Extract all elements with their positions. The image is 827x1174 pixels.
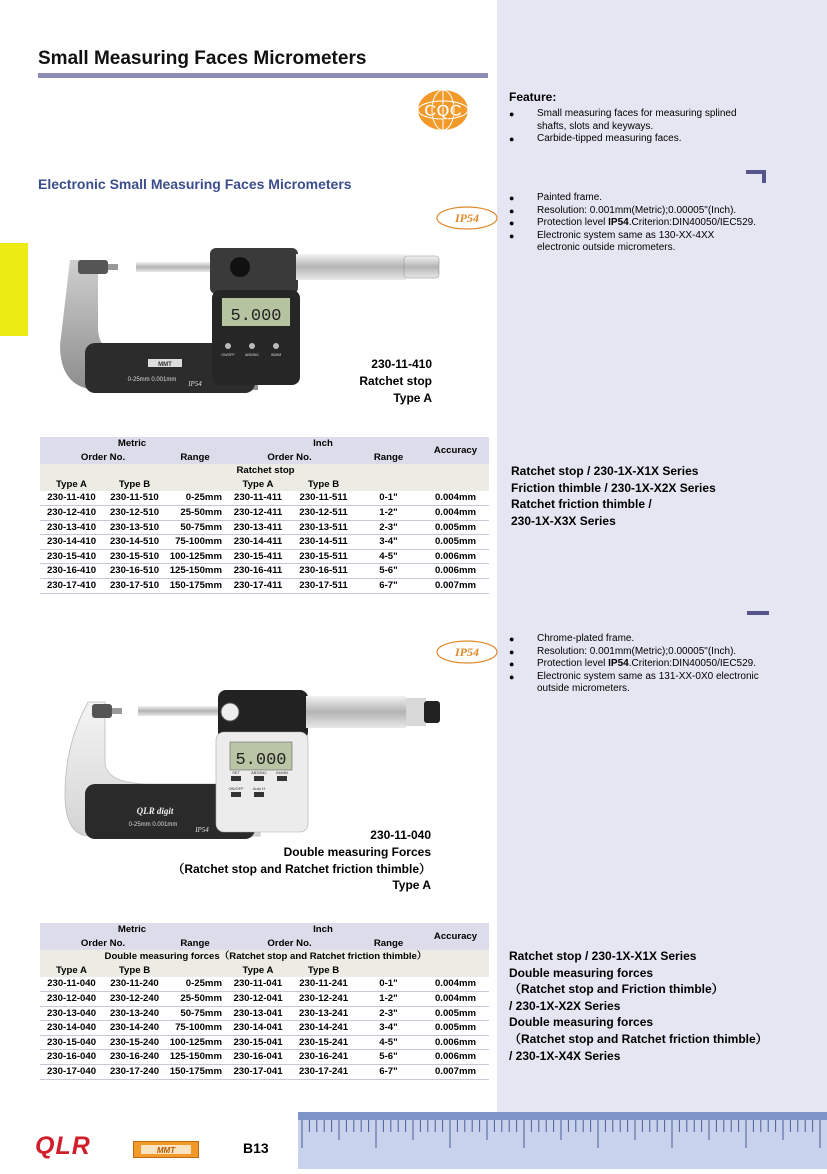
table-cell: 3-4" <box>355 535 422 550</box>
type-b-header: Type B <box>292 964 355 978</box>
corner-mark-icon <box>746 170 766 183</box>
product2-spec-table <box>40 923 489 1080</box>
table-cell: 0.005mm <box>422 520 489 535</box>
table-cell: 230-13-040 <box>40 1006 103 1021</box>
inch-header: Inch <box>224 923 422 937</box>
caption-line: Type A <box>392 878 431 893</box>
type-b-header: Type B <box>103 964 166 978</box>
table-cell: 230-12-241 <box>292 991 355 1006</box>
table-cell: 230-16-241 <box>292 1050 355 1065</box>
svg-text:IP54: IP54 <box>188 380 202 388</box>
table-cell: 5-6" <box>355 564 422 579</box>
table-cell: 230-14-511 <box>292 535 355 550</box>
table-cell: 230-13-241 <box>292 1006 355 1021</box>
table-cell: 0-1" <box>355 491 422 505</box>
footer-ruler-band <box>298 1112 827 1169</box>
group-label: Ratchet stop <box>40 464 489 478</box>
table-cell: 0-25mm <box>166 491 224 505</box>
svg-text:0-25mm 0.001mm: 0-25mm 0.001mm <box>128 822 178 828</box>
table-cell: 6-7" <box>355 578 422 593</box>
feature-item: ● Carbide-tipped measuring faces. <box>509 133 769 146</box>
range-header: Range <box>355 937 422 951</box>
table-cell: 0.005mm <box>422 1021 489 1036</box>
product2-series-list <box>509 948 768 1064</box>
table-row <box>40 1050 489 1065</box>
series-line: / 230-1X-X2X Series <box>509 998 621 1013</box>
page-number: B13 <box>243 1140 269 1156</box>
table-cell: 125-150mm <box>166 1050 224 1065</box>
table-cell: 230-12-240 <box>103 991 166 1006</box>
table-cell: 75-100mm <box>166 535 224 550</box>
product1-series-list <box>511 463 716 529</box>
bullet-item: ● Painted frame. <box>509 192 779 205</box>
table-cell: 150-175mm <box>166 1064 224 1079</box>
table-cell: 230-15-511 <box>292 549 355 564</box>
svg-text:IN/MM: IN/MM <box>270 353 282 357</box>
table-cell: 2-3" <box>355 1006 422 1021</box>
table-cell: 100-125mm <box>166 1035 224 1050</box>
page-title: Small Measuring Faces Micrometers <box>38 48 367 69</box>
table-cell: 0.007mm <box>422 1064 489 1079</box>
bullet-item: ● Protection level IP54.Criterion:DIN40050/IEC529. <box>509 217 779 230</box>
table-cell: 150-175mm <box>166 578 224 593</box>
svg-text:ON/OFF: ON/OFF <box>228 786 244 791</box>
bullet-item: ● Protection level IP54.Criterion:DIN40050/IEC529. <box>509 658 779 671</box>
dash-mark-icon <box>747 611 769 615</box>
svg-text:QLR digit: QLR digit <box>136 806 174 816</box>
range-header: Range <box>355 451 422 465</box>
series-line: Ratchet stop / 230-1X-X1X Series <box>509 949 697 963</box>
table-row <box>40 535 489 550</box>
bullet-item: ● Resolution: 0.001mm(Metric);0.00005"(Inch). <box>509 646 779 659</box>
product1-bullets <box>509 192 779 255</box>
table-row <box>40 1064 489 1079</box>
cqc-logo <box>416 88 470 132</box>
table-cell: 230-14-041 <box>224 1021 292 1036</box>
table-cell: 4-5" <box>355 1035 422 1050</box>
table-cell: 0-25mm <box>166 977 224 991</box>
micrometer-chrome-frame-image <box>60 684 445 844</box>
order-header: Order No. <box>224 451 355 465</box>
table-cell: 230-12-511 <box>292 505 355 520</box>
caption-line: （Ratchet stop and Ratchet friction thimble） <box>172 861 431 876</box>
table-cell: 230-17-041 <box>224 1064 292 1079</box>
table-cell: 230-17-410 <box>40 578 103 593</box>
table-cell: 3-4" <box>355 1021 422 1036</box>
svg-text:IP54: IP54 <box>455 645 479 659</box>
type-b-header: Type B <box>103 478 166 492</box>
table-cell: 230-11-510 <box>103 491 166 505</box>
table-cell: 230-14-241 <box>292 1021 355 1036</box>
series-line: Ratchet friction thimble / <box>511 497 652 512</box>
right-panel-background <box>497 0 827 1112</box>
series-line: Friction thimble / 230-1X-X2X Series <box>511 480 716 495</box>
table-cell: 25-50mm <box>166 991 224 1006</box>
table-cell: 230-15-041 <box>224 1035 292 1050</box>
svg-text:CQC: CQC <box>424 101 462 120</box>
series-line: 230-1X-X3X Series <box>511 513 616 528</box>
series-line: / 230-1X-X4X Series <box>509 1048 621 1063</box>
table-cell: 230-12-510 <box>103 505 166 520</box>
table-cell: 230-16-410 <box>40 564 103 579</box>
table-cell: 230-13-510 <box>103 520 166 535</box>
ip54-badge <box>436 206 498 230</box>
title-underline <box>38 73 488 78</box>
inch-header: Inch <box>224 437 422 451</box>
table-cell: 230-14-040 <box>40 1021 103 1036</box>
qlr-logo: QLR <box>35 1132 91 1160</box>
table-row <box>40 564 489 579</box>
section-tab-marker <box>0 243 28 336</box>
table-row <box>40 1021 489 1036</box>
table-row <box>40 491 489 505</box>
table-cell: 230-14-411 <box>224 535 292 550</box>
order-header: Order No. <box>40 451 166 465</box>
table-cell: 230-15-410 <box>40 549 103 564</box>
order-header: Order No. <box>224 937 355 951</box>
type-a-header: Type A <box>40 478 103 492</box>
order-header: Order No. <box>40 937 166 951</box>
table-cell: 230-11-040 <box>40 977 103 991</box>
svg-text:ABS/INC: ABS/INC <box>244 353 260 357</box>
svg-text:Auto H: Auto H <box>252 786 266 791</box>
svg-text:5.000: 5.000 <box>235 751 287 770</box>
table-cell: 230-15-510 <box>103 549 166 564</box>
table-cell: 230-13-411 <box>224 520 292 535</box>
svg-text:0-25mm 0.001mm: 0-25mm 0.001mm <box>127 377 177 383</box>
table-cell: 230-15-240 <box>103 1035 166 1050</box>
ip54-badge <box>436 640 498 664</box>
svg-text:ABS/INC: ABS/INC <box>250 770 268 775</box>
table-cell: 230-12-411 <box>224 505 292 520</box>
table-cell: 230-12-041 <box>224 991 292 1006</box>
group-label: Double measuring forces（Ratchet stop and Ratchet friction thimble） <box>40 950 489 964</box>
table-cell: 1-2" <box>355 991 422 1006</box>
product2-caption <box>172 827 431 894</box>
section-title: Electronic Small Measuring Faces Micrometers <box>38 176 352 192</box>
table-cell: 230-17-040 <box>40 1064 103 1079</box>
type-b-header: Type B <box>292 478 355 492</box>
table-cell: 125-150mm <box>166 564 224 579</box>
bullet-item: ● Resolution: 0.001mm(Metric);0.00005"(Inch). <box>509 205 779 218</box>
bullet-item: ● Electronic system same as 131-XX-0X0 electronic outside micrometers. <box>509 671 779 696</box>
series-line: Double measuring forces <box>509 1015 654 1030</box>
table-cell: 50-75mm <box>166 520 224 535</box>
table-cell: 230-16-510 <box>103 564 166 579</box>
table-cell: 25-50mm <box>166 505 224 520</box>
series-line: （Ratchet stop and Friction thimble） <box>509 982 724 997</box>
table-cell: 230-17-510 <box>103 578 166 593</box>
table-cell: 1-2" <box>355 505 422 520</box>
table-cell: 230-11-411 <box>224 491 292 505</box>
product1-caption <box>359 356 432 406</box>
table-row <box>40 991 489 1006</box>
table-cell: 0-1" <box>355 977 422 991</box>
table-cell: 230-11-240 <box>103 977 166 991</box>
table-cell: 0.006mm <box>422 564 489 579</box>
type-a-header: Type A <box>224 964 292 978</box>
table-cell: 0.004mm <box>422 505 489 520</box>
table-cell: 230-12-040 <box>40 991 103 1006</box>
caption-line: Type A <box>393 390 432 405</box>
table-row <box>40 1006 489 1021</box>
table-cell: 230-15-411 <box>224 549 292 564</box>
metric-header: Metric <box>40 923 224 937</box>
bullet-item: ● Electronic system same as 130-XX-4XX electronic outside micrometers. <box>509 230 779 255</box>
table-cell: 0.004mm <box>422 491 489 505</box>
table-cell: 230-16-040 <box>40 1050 103 1065</box>
table-cell: 230-15-040 <box>40 1035 103 1050</box>
table-cell: 0.006mm <box>422 1050 489 1065</box>
ruler-graphic <box>298 1112 827 1169</box>
table-cell: 0.005mm <box>422 535 489 550</box>
table-cell: 230-11-410 <box>40 491 103 505</box>
table-cell: 75-100mm <box>166 1021 224 1036</box>
svg-text:MMT: MMT <box>156 1146 176 1155</box>
table-cell: 230-15-241 <box>292 1035 355 1050</box>
series-line: Ratchet stop / 230-1X-X1X Series <box>511 464 699 478</box>
table-row <box>40 549 489 564</box>
series-line: Double measuring forces <box>509 965 654 980</box>
series-line: （Ratchet stop and Ratchet friction thimble） <box>509 1031 768 1046</box>
svg-text:IN/MM: IN/MM <box>276 770 288 775</box>
range-header: Range <box>166 937 224 951</box>
table-row <box>40 520 489 535</box>
svg-text:SET: SET <box>232 770 240 775</box>
feature-list <box>509 108 769 146</box>
table-cell: 230-16-511 <box>292 564 355 579</box>
table-cell: 0.006mm <box>422 1035 489 1050</box>
table-cell: 230-14-510 <box>103 535 166 550</box>
svg-text:MMT: MMT <box>158 362 172 368</box>
bullet-item: ● Chrome-plated frame. <box>509 633 779 646</box>
product2-bullets <box>509 633 779 696</box>
svg-text:IP54: IP54 <box>195 826 209 834</box>
table-row <box>40 505 489 520</box>
svg-text:IP54: IP54 <box>455 211 479 225</box>
table-cell: 230-16-240 <box>103 1050 166 1065</box>
table-cell: 230-17-240 <box>103 1064 166 1079</box>
table-cell: 0.004mm <box>422 977 489 991</box>
table-row <box>40 578 489 593</box>
model-number: 230-11-410 <box>371 357 432 371</box>
table-cell: 230-11-511 <box>292 491 355 505</box>
table-row <box>40 977 489 991</box>
type-a-header: Type A <box>224 478 292 492</box>
table-row <box>40 1035 489 1050</box>
table-cell: 230-12-410 <box>40 505 103 520</box>
table-cell: 230-13-410 <box>40 520 103 535</box>
table-cell: 50-75mm <box>166 1006 224 1021</box>
table-cell: 0.007mm <box>422 578 489 593</box>
feature-heading: Feature: <box>509 90 557 104</box>
model-number: 230-11-040 <box>370 828 431 842</box>
table-cell: 0.005mm <box>422 1006 489 1021</box>
table-cell: 6-7" <box>355 1064 422 1079</box>
table-cell: 0.004mm <box>422 991 489 1006</box>
table-cell: 230-17-511 <box>292 578 355 593</box>
accuracy-header: Accuracy <box>422 437 489 464</box>
svg-text:ON/OFF: ON/OFF <box>221 353 235 357</box>
table-cell: 0.006mm <box>422 549 489 564</box>
table-cell: 230-11-041 <box>224 977 292 991</box>
table-cell: 230-13-240 <box>103 1006 166 1021</box>
table-cell: 230-13-041 <box>224 1006 292 1021</box>
table-cell: 100-125mm <box>166 549 224 564</box>
table-cell: 5-6" <box>355 1050 422 1065</box>
mmt-logo <box>133 1141 199 1158</box>
table-cell: 4-5" <box>355 549 422 564</box>
table-cell: 230-16-041 <box>224 1050 292 1065</box>
table-cell: 230-14-410 <box>40 535 103 550</box>
table-cell: 230-17-411 <box>224 578 292 593</box>
table-cell: 230-14-240 <box>103 1021 166 1036</box>
table-cell: 2-3" <box>355 520 422 535</box>
table-cell: 230-17-241 <box>292 1064 355 1079</box>
metric-header: Metric <box>40 437 224 451</box>
accuracy-header: Accuracy <box>422 923 489 950</box>
table-cell: 230-16-411 <box>224 564 292 579</box>
caption-line: Double measuring Forces <box>283 844 431 859</box>
type-a-header: Type A <box>40 964 103 978</box>
table-cell: 230-13-511 <box>292 520 355 535</box>
svg-text:5.000: 5.000 <box>230 307 282 326</box>
range-header: Range <box>166 451 224 465</box>
caption-line: Ratchet stop <box>359 373 432 388</box>
product1-spec-table <box>40 437 489 594</box>
table-cell: 230-11-241 <box>292 977 355 991</box>
feature-item: ● Small measuring faces for measuring splined shafts, slots and keyways. <box>509 108 769 133</box>
